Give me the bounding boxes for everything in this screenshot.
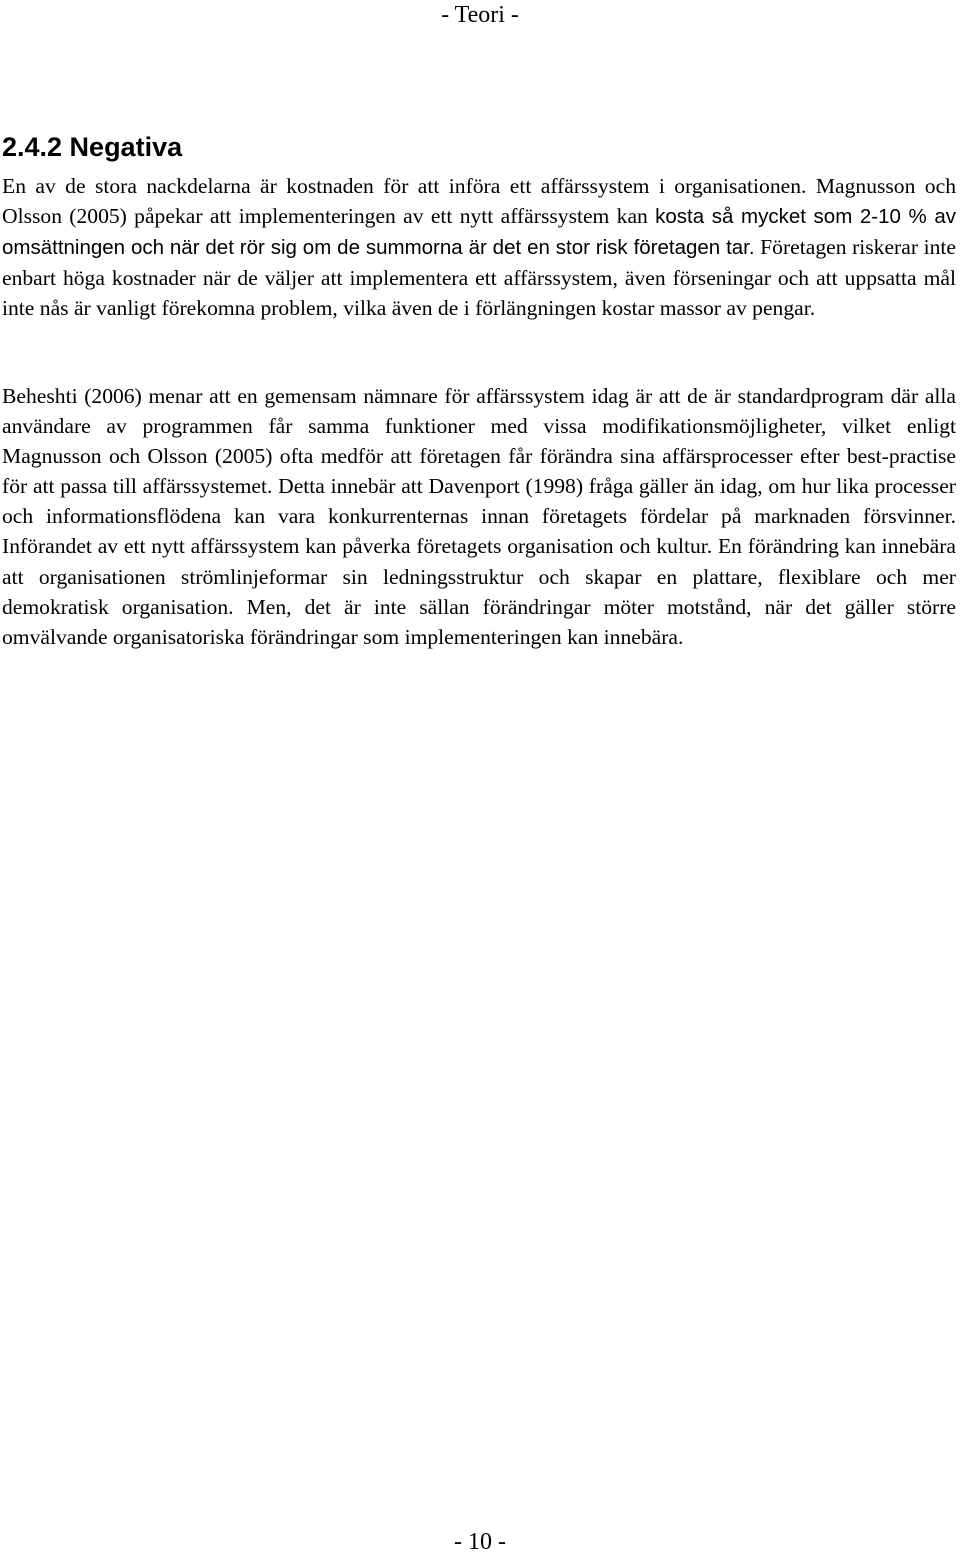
page-number: - 10 -	[454, 1529, 506, 1555]
paragraph-cost-sans-passage: kosta så mycket som 2-10 % av omsättningen och när det rör sig om de summorna är det en stor risk företagen tar.	[2, 205, 956, 260]
paragraph-cost-tail: Företagen riskerar inte enbart höga kostnader när de väljer att implementera ett affärssystem, även förseningar och att uppsatta mål inte nås är vanligt förekomna problem, vilka även de i förlängningen kostar massor av pengar.	[2, 235, 956, 321]
paragraph-cost-lead: En av de stora nackdelarna är kostnaden för att införa ett affärssystem i organisationen. Magnusson och Olsson (2005) påpekar att implementeringen av ett nytt affärssystem kan	[2, 174, 956, 229]
section-heading: 2.4.2 Negativa	[2, 132, 183, 162]
running-header: - Teori -	[441, 2, 519, 28]
paragraph-standard-programs: Beheshti (2006) menar att en gemensam nämnare för affärssystem idag är att de är standardprogram där alla användare av programmen får samma funktioner med vissa modifikationsmöjligheter, vilket enligt Magnusson och Olsson (2005) ofta medför att företagen får förändra sina affärsprocesser efter best-practise för att passa till affärssystemet. Detta innebär att Davenport (1998) fråga gäller än idag, om hur lika processer och informationsflödena kan vara konkurrenternas innan företagets fördelar på marknaden försvinner. Införandet av ett nytt affärssystem kan påverka företagets organisation och kultur. En förändring kan innebära att organisationen strömlinjeformar sin ledningsstruktur och skapar en plattare, flexiblare och mer demokratisk organisation. Men, det är inte sällan förändringar möter motstånd, när det gäller större omvälvande organisatoriska förändringar som implementeringen kan innebära.	[2, 384, 956, 649]
paragraph-cost	[2, 171, 956, 323]
